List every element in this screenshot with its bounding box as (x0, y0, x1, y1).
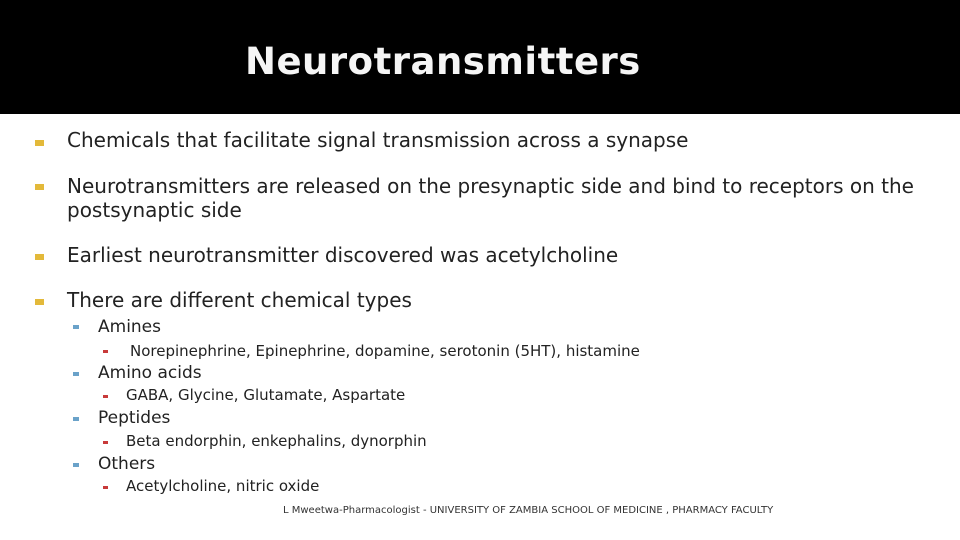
type-examples: Acetylcholine, nitric oxide (126, 477, 320, 495)
slide-footer: L Mweetwa-Pharmacologist - UNIVERSITY OF ZAMBIA SCHOOL OF MEDICINE , PHARMACY FACULTY (283, 505, 774, 516)
sub-bullet-marker (73, 463, 79, 467)
bullet-marker (35, 184, 44, 190)
sub-sub-bullet-marker (103, 395, 108, 398)
sub-bullet-marker (73, 325, 79, 329)
sub-sub-bullet-marker (103, 441, 108, 444)
type-name: Peptides (98, 408, 171, 428)
type-examples: Norepinephrine, Epinephrine, dopamine, serotonin (5HT), histamine (130, 342, 640, 360)
type-examples: GABA, Glycine, Glutamate, Aspartate (126, 386, 406, 404)
bullet-marker (35, 299, 44, 305)
sub-sub-bullet-marker (103, 350, 108, 353)
type-name: Amines (98, 317, 162, 337)
title-bar (0, 0, 960, 114)
bullet-synapse-signal: Chemicals that facilitate signal transmission across a synapse (67, 128, 689, 152)
bullet-chemical-types: There are different chemical types (67, 288, 412, 312)
sub-bullet-marker (73, 372, 79, 376)
sub-sub-bullet-marker (103, 486, 108, 489)
sub-bullet-marker (73, 417, 79, 421)
bullet-release-bind: Neurotransmitters are released on the presynaptic side and bind to receptors on the postsynaptic side (67, 174, 914, 222)
type-name: Amino acids (98, 363, 202, 383)
type-examples: Beta endorphin, enkephalins, dynorphin (126, 432, 427, 450)
type-name: Others (98, 454, 156, 474)
bullet-acetylcholine: Earliest neurotransmitter discovered was acetylcholine (67, 243, 619, 267)
bullet-marker (35, 254, 44, 260)
slide-title: Neurotransmitters (245, 40, 641, 83)
bullet-marker (35, 140, 44, 146)
